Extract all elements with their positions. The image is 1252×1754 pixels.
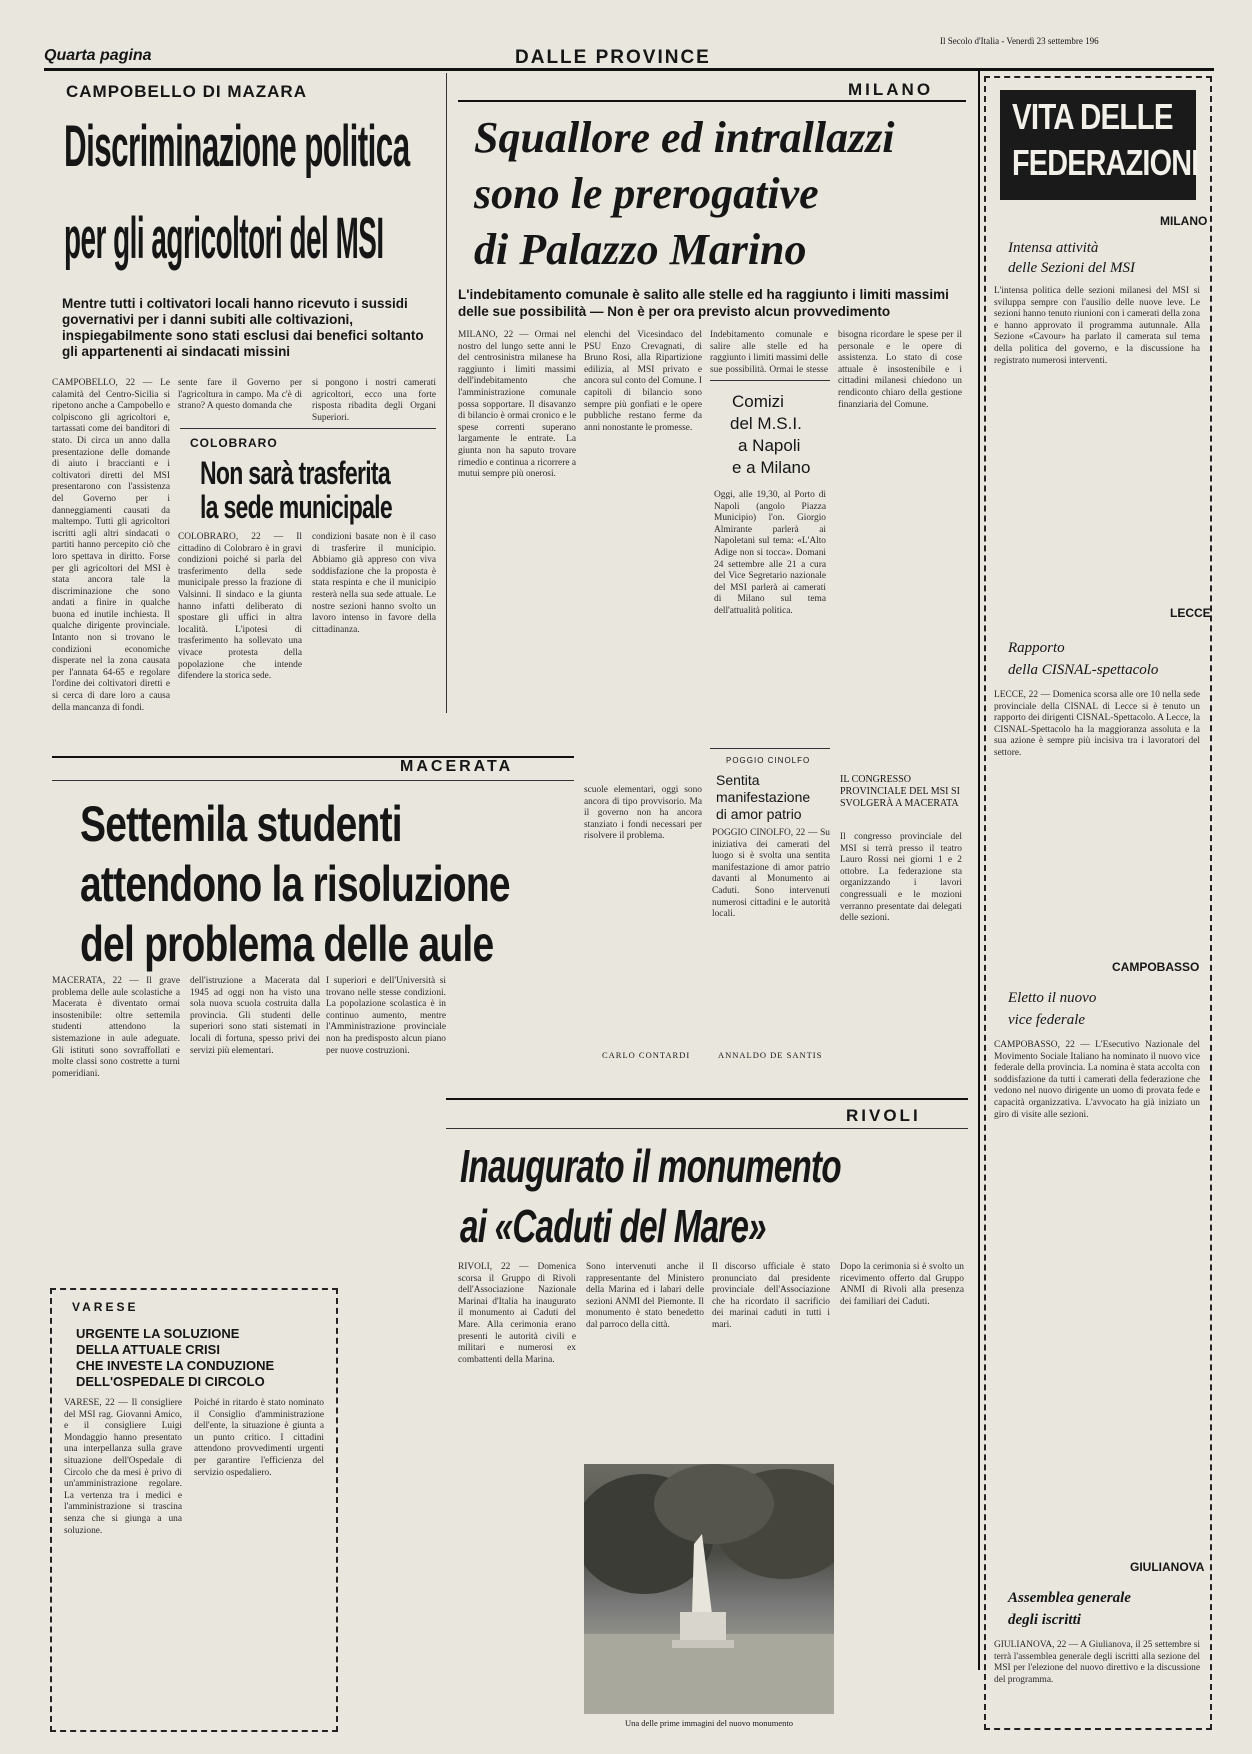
page-label: Quarta pagina [44, 47, 152, 64]
comizi-title-3: a Napoli [738, 436, 801, 455]
colobraro-kicker: COLOBRARO [190, 436, 278, 450]
vita-lecce-title-2: della CISNAL-spettacolo [1008, 662, 1159, 678]
byline-carlo: CARLO CONTARDI [602, 1050, 691, 1060]
macerata-headline-3: del problema delle aule [80, 916, 494, 972]
vita-banner-line-2: FEDERAZIONI [1012, 142, 1199, 183]
milano-headline-1: Squallore ed intrallazzi [474, 113, 895, 162]
vita-campobasso-label: CAMPOBASSO [1112, 960, 1200, 974]
campobello-headline-1: Discriminazione politica [64, 114, 410, 179]
macerata-body-2: dell'istruzione a Macerata dal 1945 ad oggi non ha visto una sola nuova scuola costruita dalla provincia. Gli studenti delle superiori sono stati sistemati in locali di fortuna, spesso privi dei servizi più elementari. [190, 976, 320, 1056]
vita-campobasso-title-2: vice federale [1008, 1012, 1086, 1028]
byline-annaldo: ANNALDO DE SANTIS [718, 1050, 823, 1060]
campobello-kicker: CAMPOBELLO DI MAZARA [66, 82, 307, 101]
milano-body-4: bisogna ricordare le spese per il personale e le opere di assistenza. Lo stato di cose attuale è insostenibile e i cittadini milanesi chiedono un rendiconto chiaro della gestione finanziaria del Comune. [838, 330, 962, 410]
monument-graphic [584, 1464, 834, 1714]
vita-campobasso-body: CAMPOBASSO, 22 — L'Esecutivo Nazionale del Movimento Sociale Italiano ha nominato il nuovo vice federale della provincia. La nomina è stata accolta con soddisfazione da tutti i camerati della federazione che vedono nel nuovo dirigente un uomo di provata fede e capacità organizzativa. L'avvocato ha già iniziato un giro di visite alle sezioni. [994, 1040, 1200, 1120]
rivoli-headline-2: ai «Caduti del Mare» [460, 1200, 766, 1252]
varese-headline-1: URGENTE LA SOLUZIONE [76, 1326, 240, 1341]
poggio-body: POGGIO CINOLFO, 22 — Su iniziativa dei camerati del luogo si è svolta una sentita manifestazione di amor patrio davanti al Monumento ai Caduti. Sono intervenuti numerosi cittadini e le autorità locali. [712, 828, 830, 920]
monument-photo [584, 1464, 834, 1714]
poggio-headline-1: Sentita [716, 772, 760, 788]
macerata-body-1: MACERATA, 22 — Il grave problema delle aule scolastiche a Macerata è diventato ormai insostenibile: oltre settemila studenti attendono la sistemazione in aule adeguate. Gli istituti sono sovraffollati e molte classi sono costrette a turni pomeridiani. [52, 976, 180, 1079]
campobello-headline-2: per gli agricoltori del MSI [64, 206, 384, 271]
comizi-title-4: e a Milano [732, 458, 811, 477]
vita-milano-title-1: Intensa attività [1008, 240, 1099, 256]
macerata-body-3: I superiori e dell'Università si trovano nelle stesse condizioni. La popolazione scolastica è in continuo aumento, mentre l'Amministrazione provinciale non ha predisposto alcun piano per nuove costruzioni. [326, 976, 446, 1056]
vita-lecce-label: LECCE [1170, 606, 1211, 620]
colobraro-body-1: COLOBRARO, 22 — Il cittadino di Colobraro è in gravi condizioni poiché si parla del trasferimento della sede municipale presso la frazione di Valsinni. Il sindaco e la giunta hanno infatti deliberato di spostare gli uffici in altra località. L'ipotesi di trasferimento ha sollevato una vivace protesta della popolazione che intende difendere la storica sede. [178, 532, 302, 682]
colobraro-headline-2: la sede municipale [200, 489, 392, 525]
campobello-body-3: si pongono i nostri camerati agricoltori, ecco una forte risposta ribadita degli Organi Superiori. [312, 378, 436, 423]
varese-kicker: VARESE [72, 1300, 139, 1314]
comizi-title-2: del M.S.I. [730, 414, 802, 433]
milano-summary: L'indebitamento comunale è salito alle stelle ed ha raggiunto i limiti massimi delle sue possibilità — Non è per ora previsto alcun provvedimento [458, 287, 949, 319]
vita-lecce-title-1: Rapporto [1008, 640, 1065, 656]
rivoli-body-1: RIVOLI, 22 — Domenica scorsa il Gruppo di Rivoli dell'Associazione Nazionale Marinai d'Italia ha inaugurato il monumento ai Caduti del Mare. Alla cerimonia erano presenti le autorità civili e militari e numerosi ex combattenti della Marina. [458, 1262, 576, 1365]
varese-body-1: VARESE, 22 — Il consigliere del MSI rag. Giovanni Amico, e il consigliere Luigi Mondaggio hanno presentato una interpellanza sulla grave situazione dell'Ospedale di Circolo che da mesi è privo di un'amministrazione regolare. La vertenza tra i medici e l'amministrazione si trascina senza che si giunga a una soluzione. [64, 1398, 182, 1536]
colobraro-rule [180, 428, 436, 429]
poggio-headline-3: di amor patrio [716, 806, 802, 822]
poggio-rule [710, 748, 830, 749]
colobraro-body-2: condizioni basate non è il caso di trasferire il municipio. Abbiamo già appreso con viva soddisfazione che la proposta è stata respinta e che il municipio resterà nella sua sede attuale. Le nostre sezioni hanno svolto un lavoro intenso in favore della cittadinanza. [312, 532, 436, 635]
vita-giulianova-label: GIULIANOVA [1130, 1560, 1205, 1574]
campobello-summary: Mentre tutti i coltivatori locali hanno ricevuto i sussidi governativi per i danni subiti alle coltivazioni, inspiegabilmente sono stati esclusi dai benefici soltanto gli appartenenti ai sindacati missini [62, 296, 424, 359]
vita-giulianova-title-1: Assemblea generale [1008, 1590, 1131, 1606]
macerata-kicker: MACERATA [400, 758, 514, 775]
milano-body-2: elenchi del Vicesindaco del PSU Enzo Crevagnati, di Bruno Rosi, alla Ripartizione edilizia, al MSI privato e ancora sul conto del Comune. I capitoli di bilancio sono sempre più gonfiati e le opere pubbliche restano ferme da anni nonostante le promesse. [584, 330, 702, 433]
macerata-headline-2: attendono la risoluzione [80, 856, 510, 912]
milano-body-3: Indebitamento comunale e salire alle stelle ed ha raggiunto i limiti massimi delle sue possibilità. Ormai le stesse [710, 330, 828, 374]
rivoli-body-4: Dopo la cerimonia si è svolto un ricevimento offerto dal Gruppo ANMI di Rivoli alla presenza dei familiari dei Caduti. [840, 1262, 964, 1307]
monument-caption: Una delle prime immagini del nuovo monumento [624, 1718, 794, 1728]
campobello-body-1: CAMPOBELLO, 22 — Le calamità del Centro-Sicilia si ripetono anche a Campobello e colpiscono gli agricoltori e, tartassati come dei banditori di stato. Di circa un anno dalla presentazione delle domande di aiuto i braccianti e i coltivatori diretti del MSI presentarono con l'assistenza del Governo per i danneggiamenti causati da maltempo. Tutti gli agricoltori iscritti agli altri sindacati o partiti hanno percepito ciò che loro spettava in diritto. Forse per gli agricoltori del MSI è stata ancora tale la discriminazione che sono andati a finire in qualche buona ed inutile inchiesta. Il qualche dirigente provinciale. Intanto non si trovano le condizioni economiche disperate nel la zona causata per l'annata 64-65 e regolare l'ordine dei coltivatori diretti e si cerca di dare loro a causa della mancanza di fondi. [52, 378, 170, 713]
milano-rule [458, 100, 966, 102]
milano-kicker: MILANO [848, 80, 934, 99]
milano-body-1: MILANO, 22 — Ormai nel nostro del lungo sette anni le del centrosinistra milanese ha raggiunto i limiti massimi dell'indebitamento che l'amministrazione comunale possa sopportare. Il disavanzo di bilancio è ormai cronico e le spese correnti superano largamente le entrate. La giunta non ha saputo trovare rimedio e continua a ricorrere a mutui sempre più onerosi. [458, 330, 576, 480]
milano-headline-2: sono le prerogative [474, 169, 819, 218]
comizi-body: Oggi, alle 19,30, al Porto di Napoli (angolo Piazza Municipio) l'on. Giorgio Almirante parlerà ai Napoletani sul tema: «L'Alto Adige non si tocca». Domani 24 settembre alle 21 a cura del Vice Segretario nazionale del MSI parlerà ai camerati di Milano sul tema dell'attualità politica. [714, 490, 826, 616]
comizi-title-1: Comizi [732, 392, 784, 411]
poggio-kicker: POGGIO CINOLFO [726, 756, 811, 765]
rivoli-body-3: Il discorso ufficiale è stato pronunciato dal presidente provinciale dell'Associazione che ha ricordato il sacrificio dei marinai caduti in tutti i mari. [712, 1262, 830, 1330]
vita-lecce-body: LECCE, 22 — Domenica scorsa alle ore 10 nella sede provinciale della CISNAL di Lecce si è tenuto un rapporto dei dirigenti CISNAL-Spettacolo. A Lecce, la CISNAL-Spettacolo ha la maggioranza assoluta e la sua azione è sempre più incisiva tra i lavoratori del settore. [994, 690, 1200, 758]
congresso-headline: IL CONGRESSO PROVINCIALE DEL MSI SI SVOLGERÀ A MACERATA [840, 774, 960, 809]
col-rule-1 [446, 73, 447, 713]
poggio-headline-2: manifestazione [716, 789, 811, 805]
varese-headline-4: DELL'OSPEDALE DI CIRCOLO [76, 1374, 265, 1389]
milano-headline-3: di Palazzo Marino [474, 225, 807, 274]
varese-headline-2: DELLA ATTUALE CRISI [76, 1342, 220, 1357]
section-title: DALLE PROVINCE [515, 47, 711, 68]
vita-milano-title-2: delle Sezioni del MSI [1008, 260, 1136, 276]
header-rule [44, 68, 1214, 71]
vita-banner-line-1: VITA DELLE [1012, 96, 1173, 137]
rivoli-top-rule [446, 1098, 968, 1100]
rivoli-headline-1: Inaugurato il monumento [460, 1140, 841, 1192]
varese-body-2: Poiché in ritardo è stato nominato il Consiglio d'amministrazione dell'ente, la situazione è giunta a un punto critico. I cittadini attendono provvedimenti urgenti per garantire l'efficienza del servizio ospedaliero. [194, 1398, 324, 1478]
vita-milano-body: L'intensa politica delle sezioni milanesi del MSI si sviluppa sempre con l'ausilio delle nuove leve. Le sezioni hanno tenuto riunioni con i camerati della zona e hanno approvato il programma autunnale. Alla Sezione «Cavour» ha parlato il camerata sul tema della politica del governo, e la discussione ha registrato numerosi interventi. [994, 286, 1200, 366]
congresso-body: Il congresso provinciale del MSI si terrà presso il teatro Lauro Rossi nei giorni 1 e 2 ottobre. La federazione sta organizzando i lavori congressuali e le mozioni verranno presentate dai delegati delle sezioni. [840, 832, 962, 924]
macerata-headline-1: Settemila studenti [80, 796, 402, 852]
colobraro-headline-1: Non sarà trasferita [200, 455, 390, 491]
vita-giulianova-title-2: degli iscritti [1008, 1612, 1081, 1628]
varese-headline-3: CHE INVESTE LA CONDUZIONE [76, 1358, 275, 1373]
macerata-body-4: scuole elementari, oggi sono ancora di tipo provvisorio. Ma il governo non ha ancora stanziato i fondi necessari per risolvere il problema. [584, 785, 702, 842]
macerata-rule [52, 780, 574, 781]
vita-campobasso-title-1: Eletto il nuovo [1008, 990, 1097, 1006]
masthead-date: Il Secolo d'Italia - Venerdì 23 settembre 196 [940, 36, 1099, 46]
rivoli-rule [446, 1128, 968, 1129]
col-rule-2 [978, 70, 980, 1670]
vita-giulianova-body: GIULIANOVA, 22 — A Giulianova, il 25 settembre si terrà l'assemblea generale degli iscritti alla sezione del MSI per l'elezione del nuovo direttivo e la discussione del programma. [994, 1640, 1200, 1685]
rivoli-body-2: Sono intervenuti anche il rappresentante del Ministero della Marina ed i labari delle sezioni ANMI del Piemonte. Il monumento è stato benedetto dal parroco della città. [586, 1262, 704, 1330]
campobello-body-2: sente fare il Governo per l'agricoltura in campo. Ma c'è di strano? A questo domanda che [178, 378, 302, 412]
vita-milano-label: MILANO [1160, 214, 1208, 228]
rivoli-kicker: RIVOLI [846, 1106, 921, 1125]
